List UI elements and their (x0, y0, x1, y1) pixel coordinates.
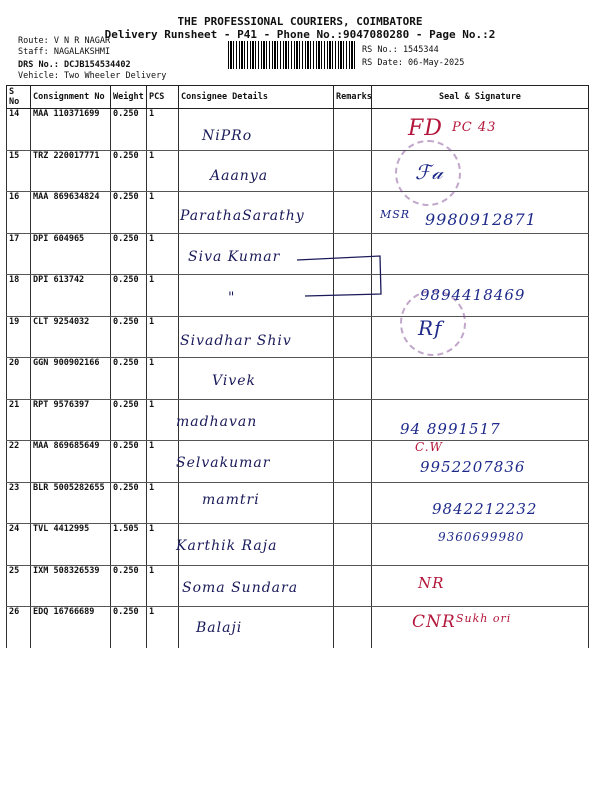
company-title: THE PROFESSIONAL COURIERS, COIMBATORE (177, 15, 423, 28)
remarks-cell (334, 524, 372, 566)
sno-cell: 14 (7, 109, 31, 151)
drs-label: DRS No.: DCJB154534402 (18, 60, 131, 70)
weight-cell: 0.250 (111, 192, 147, 234)
remarks-cell (334, 565, 372, 607)
pcs-cell: 1 (147, 316, 179, 358)
table-row (7, 358, 589, 400)
pcs-cell: 1 (147, 482, 179, 524)
weight-cell: 1.505 (111, 524, 147, 566)
remarks-cell (334, 109, 372, 151)
signature-phone: 9360699980 (438, 530, 525, 544)
table-header-row (7, 86, 589, 109)
sno-cell: 15 (7, 150, 31, 192)
signature-mark: CNR (412, 612, 456, 632)
handwritten-name: NiPRo (202, 128, 253, 144)
col-header-pcs: PCS (147, 86, 179, 109)
signature-note: Sukh ori (456, 612, 512, 625)
consignment-cell: BLR 5005282655 (31, 482, 111, 524)
weight-cell: 0.250 (111, 358, 147, 400)
handwritten-name: Sivadhar Shiv (180, 333, 292, 349)
staff-label: Staff: NAGALAKSHMI (18, 47, 111, 57)
col-header-weight: Weight (111, 86, 147, 109)
remarks-cell (334, 316, 372, 358)
signature-cell (372, 358, 589, 400)
signature-phone: 94 8991517 (400, 420, 501, 438)
handwritten-name: Soma Sundara (182, 580, 299, 596)
consignment-cell: MAA 110371699 (31, 109, 111, 151)
consignment-cell: DPI 613742 (31, 275, 111, 317)
signature-mark: NR (418, 574, 445, 592)
signature-note: PC 43 (452, 120, 497, 135)
col-header-remarks: Remarks (334, 86, 372, 109)
table-row (7, 150, 589, 192)
sno-cell: 24 (7, 524, 31, 566)
sno-cell: 21 (7, 399, 31, 441)
pcs-cell: 1 (147, 524, 179, 566)
sno-cell: 20 (7, 358, 31, 400)
sno-cell: 22 (7, 441, 31, 483)
remarks-cell (334, 150, 372, 192)
pcs-cell: 1 (147, 192, 179, 234)
table-row (7, 399, 589, 441)
weight-cell: 0.250 (111, 565, 147, 607)
weight-cell: 0.250 (111, 441, 147, 483)
remarks-cell (334, 607, 372, 648)
sno-cell: 26 (7, 607, 31, 648)
table-row (7, 109, 589, 151)
sno-cell: 23 (7, 482, 31, 524)
signature-scribble: ℱ𝒶 (415, 160, 444, 184)
sno-cell: 16 (7, 192, 31, 234)
pcs-cell: 1 (147, 233, 179, 275)
pcs-cell: 1 (147, 358, 179, 400)
signature-prefix: C.W (415, 440, 443, 454)
pcs-cell: 1 (147, 607, 179, 648)
runsheet-subtitle: Delivery Runsheet - P41 - Phone No.:9047080280 - Page No.:2 (104, 28, 496, 41)
signature-phone: 9842212232 (432, 500, 538, 518)
vehicle-label: Vehicle: Two Wheeler Delivery (18, 71, 167, 81)
barcode (228, 41, 356, 69)
consignment-cell: TRZ 220017771 (31, 150, 111, 192)
handwritten-name: Siva Kumar (188, 249, 281, 265)
rs-date-label: RS Date: 06-May-2025 (362, 58, 465, 68)
handwritten-name: Selvakumar (176, 455, 271, 471)
table-row (7, 316, 589, 358)
sno-cell: 18 (7, 275, 31, 317)
sno-cell: 17 (7, 233, 31, 275)
handwritten-name: ParathaSarathy (180, 208, 305, 224)
consignment-cell: MAA 869685649 (31, 441, 111, 483)
col-header-consignment: Consignment No (31, 86, 111, 109)
handwritten-name: madhavan (176, 414, 258, 430)
pcs-cell: 1 (147, 150, 179, 192)
pcs-cell: 1 (147, 399, 179, 441)
remarks-cell (334, 441, 372, 483)
weight-cell: 0.250 (111, 275, 147, 317)
weight-cell: 0.250 (111, 109, 147, 151)
weight-cell: 0.250 (111, 316, 147, 358)
handwritten-name: mamtri (202, 492, 260, 508)
consignment-cell: GGN 900902166 (31, 358, 111, 400)
consignment-cell: RPT 9576397 (31, 399, 111, 441)
runsheet-table (6, 85, 589, 648)
col-header-consignee: Consignee Details (179, 86, 334, 109)
remarks-cell (334, 192, 372, 234)
weight-cell: 0.250 (111, 399, 147, 441)
handwritten-name: Vivek (212, 373, 257, 389)
col-header-signature: Seal & Signature (372, 86, 589, 109)
remarks-cell (334, 482, 372, 524)
signature-phone: 9980912871 (425, 210, 537, 229)
pcs-cell: 1 (147, 441, 179, 483)
signature-prefix: MSR (380, 208, 411, 221)
pcs-cell: 1 (147, 109, 179, 151)
consignment-cell: IXM 508326539 (31, 565, 111, 607)
signature-mark: Rf (418, 316, 443, 340)
signature-mark: FD (408, 116, 443, 141)
signature-phone: 9952207836 (420, 458, 526, 476)
weight-cell: 0.250 (111, 150, 147, 192)
pcs-cell: 1 (147, 565, 179, 607)
remarks-cell (334, 399, 372, 441)
bracket-mark (295, 250, 390, 298)
consignment-cell: DPI 604965 (31, 233, 111, 275)
handwritten-name: " (228, 290, 236, 306)
weight-cell: 0.250 (111, 607, 147, 648)
consignment-cell: CLT 9254032 (31, 316, 111, 358)
consignment-cell: MAA 869634824 (31, 192, 111, 234)
signature-cell (372, 565, 589, 607)
sno-cell: 25 (7, 565, 31, 607)
route-label: Route: V N R NAGAR (18, 36, 111, 46)
remarks-cell (334, 358, 372, 400)
consignment-cell: EDQ 16766689 (31, 607, 111, 648)
handwritten-name: Karthik Raja (176, 538, 278, 554)
sno-cell: 19 (7, 316, 31, 358)
pcs-cell: 1 (147, 275, 179, 317)
consignment-cell: TVL 4412995 (31, 524, 111, 566)
handwritten-name: Balaji (196, 620, 243, 636)
signature-phone: 9894418469 (420, 286, 526, 304)
weight-cell: 0.250 (111, 233, 147, 275)
signature-cell (372, 233, 589, 275)
col-header-sno: S No (7, 86, 31, 109)
weight-cell: 0.250 (111, 482, 147, 524)
rs-no-label: RS No.: 1545344 (362, 45, 439, 55)
handwritten-name: Aaanya (210, 168, 269, 184)
